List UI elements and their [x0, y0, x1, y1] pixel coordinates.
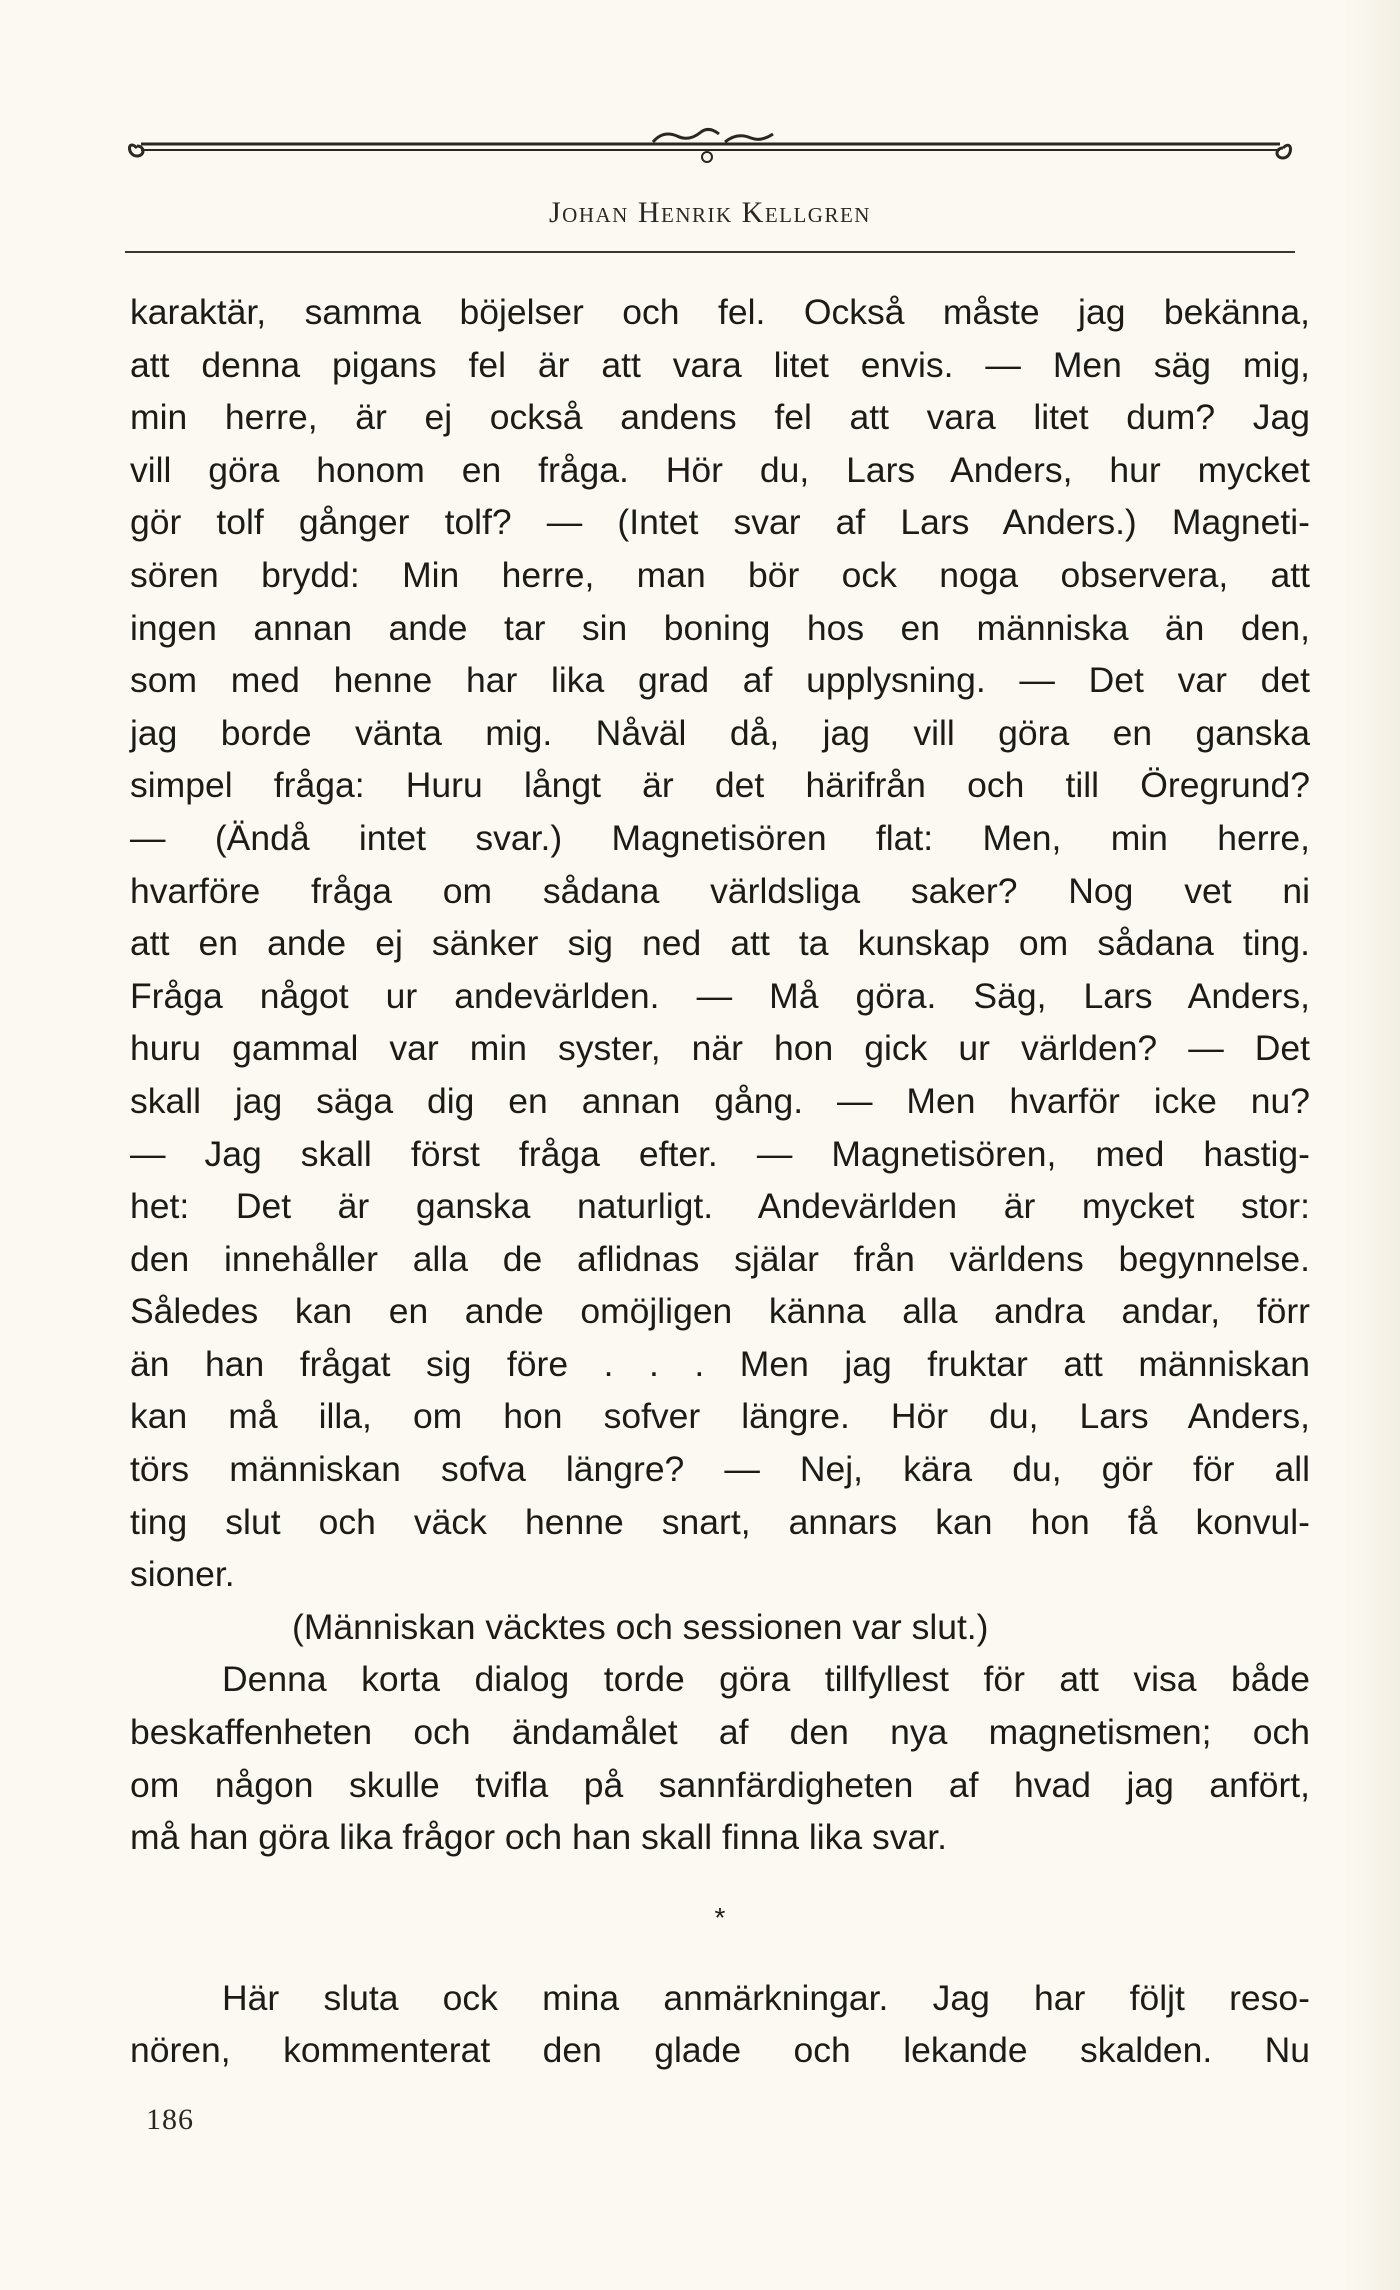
header-rule	[125, 251, 1295, 253]
text-line: min herre, är ej också andens fel att vara litet dum? Jag	[130, 397, 1310, 438]
text-line: om någon skulle tvifla på sannfärdigheten af hvad jag anfört,	[130, 1764, 1310, 1805]
text-line: Fråga något ur andevärlden. — Må göra. Säg, Lars Anders,	[130, 975, 1310, 1016]
text-line: jag borde vänta mig. Nåväl då, jag vill göra en ganska	[130, 712, 1310, 753]
running-head: Johan Henrik Kellgren	[549, 196, 871, 229]
text-line: kan må illa, om hon sofver längre. Hör du, Lars Anders,	[130, 1396, 1310, 1437]
text-line: hvarföre fråga om sådana världsliga saker? Nog vet ni	[130, 870, 1310, 911]
text-line: må han göra lika frågor och han skall finna lika svar.	[130, 1817, 947, 1858]
text-line: sören brydd: Min herre, man bör ock noga observera, att	[130, 554, 1310, 595]
text-line: gör tolf gånger tolf? — (Intet svar af Lars Anders.) Magneti-	[130, 502, 1310, 543]
text-line: den innehåller alla de aflidnas själar från världens begynnelse.	[130, 1238, 1310, 1279]
text-line: karaktär, samma böjelser och fel. Också måste jag bekänna,	[130, 292, 1310, 332]
text-line: nören, kommenterat den glade och lekande skalden. Nu	[130, 2030, 1310, 2071]
text-line: vill göra honom en fråga. Hör du, Lars Anders, hur mycket	[130, 449, 1310, 490]
text-line: som med henne har lika grad af upplysning. — Det var det	[130, 660, 1310, 701]
text-line: ting slut och väck henne snart, annars kan hon få konvul-	[130, 1501, 1310, 1542]
text-line: Denna korta dialog torde göra tillfyllest för att visa både	[222, 1659, 1310, 1700]
text-line: Således kan en ande omöjligen känna alla andra andar, förr	[130, 1291, 1310, 1332]
text-line: än han frågat sig före . . . Men jag fruktar att människan	[130, 1343, 1310, 1384]
text-line: ingen annan ande tar sin boning hos en människa än den,	[130, 607, 1310, 648]
closing-remark: (Människan väcktes och sessionen var slut.)	[292, 1606, 989, 1647]
text-line: huru gammal var min syster, när hon gick ur världen? — Det	[130, 1028, 1310, 1069]
text-line: beskaffenheten och ändamålet af den nya magnetismen; och	[130, 1712, 1310, 1753]
text-line: — Jag skall först fråga efter. — Magnetisören, med hastig-	[130, 1133, 1310, 1174]
body-text	[130, 286, 1310, 2077]
text-line: att denna pigans fel är att vara litet envis. — Men säg mig,	[130, 344, 1310, 385]
text-line: Här sluta ock mina anmärkningar. Jag har följt reso-	[222, 1977, 1310, 2018]
text-line: het: Det är ganska naturligt. Andevärlden är mycket stor:	[130, 1186, 1310, 1227]
text-line: törs människan sofva längre? — Nej, kära du, gör för all	[130, 1449, 1310, 1490]
text-line: sioner.	[130, 1554, 235, 1595]
page-number: 186	[146, 2103, 194, 2136]
text-line: att en ande ej sänker sig ned att ta kunskap om sådana ting.	[130, 923, 1310, 964]
section-separator: *	[714, 1901, 726, 1933]
text-line: — (Ändå intet svar.) Magnetisören flat: Men, min herre,	[130, 817, 1310, 858]
text-line: skall jag säga dig en annan gång. — Men hvarför icke nu?	[130, 1080, 1310, 1121]
text-line: simpel fråga: Huru långt är det härifrån och till Öregrund?	[130, 765, 1310, 806]
